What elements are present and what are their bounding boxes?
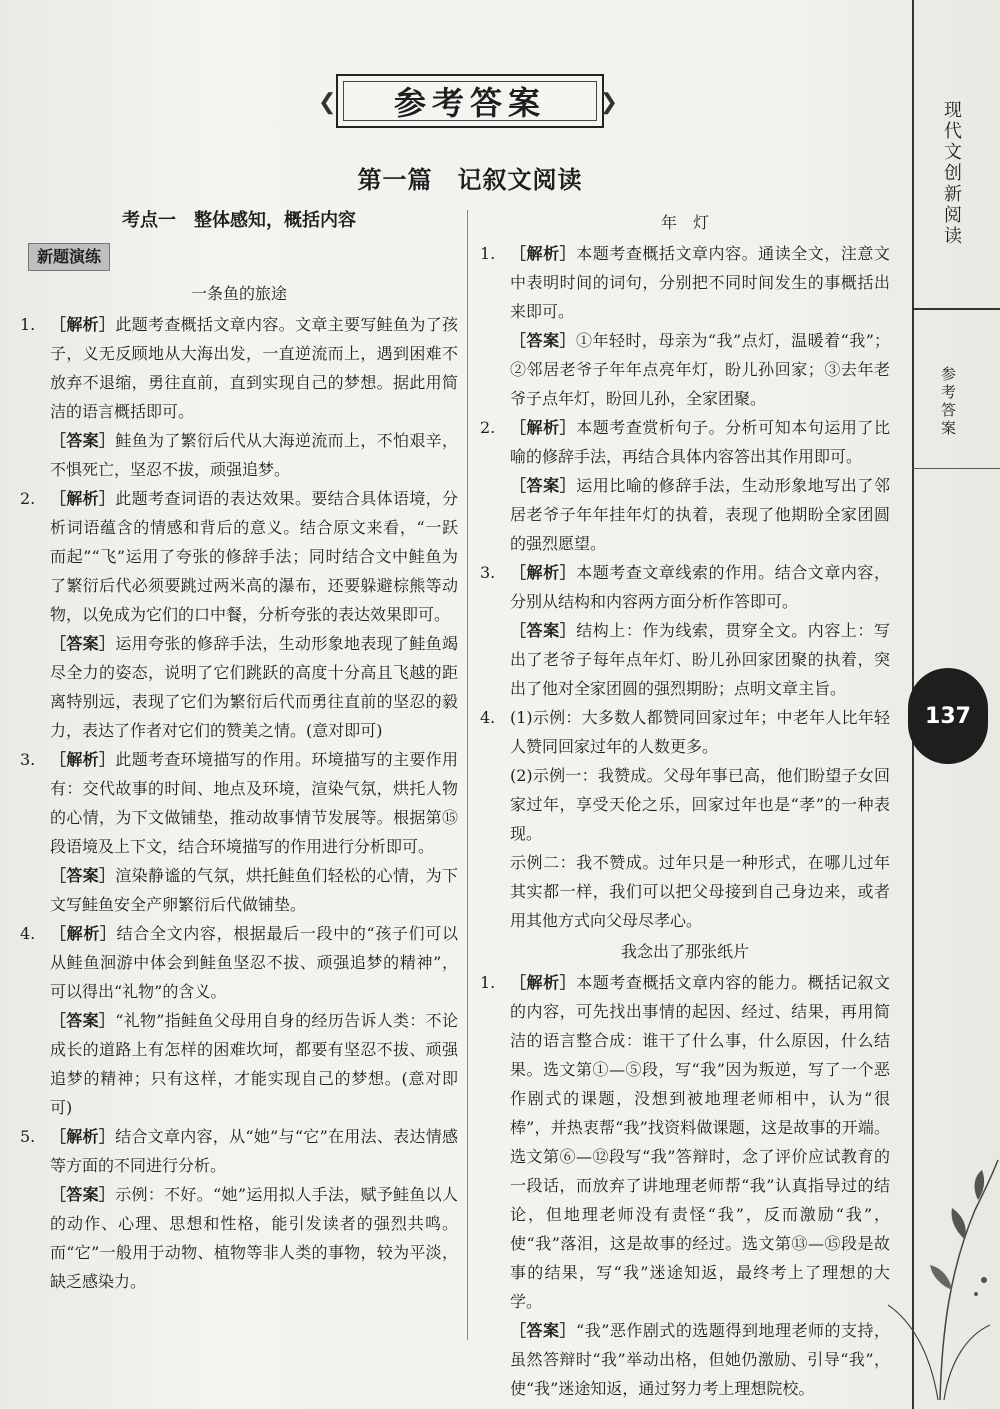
analysis-label: ［解析］ [50, 1127, 116, 1146]
analysis-label: ［解析］ [510, 563, 577, 582]
article-title: 我念出了那张纸片 [620, 942, 749, 961]
question-item [20, 745, 458, 919]
analysis-text: 本题考查概括文章内容。通读全文，注意文中表明时间的词句，分别把不同时间发生的事概括出来即可。 [510, 244, 890, 321]
answer-label: ［答案］ [50, 431, 116, 450]
question-item [480, 239, 890, 413]
article-title: 一条鱼的旅途 [190, 284, 287, 303]
question-item [20, 484, 458, 745]
analysis-label: ［解析］ [510, 418, 577, 437]
answer-label: ［答案］ [50, 866, 116, 885]
page-number-badge [908, 668, 988, 764]
answer-label: ［答案］ [50, 1185, 116, 1204]
left-column [20, 206, 458, 1296]
analysis-label: ［解析］ [50, 750, 116, 769]
answer-text: (1)示例：大多数人都赞同回家过年；中老年人比年轻人赞同回家过年的人数更多。 [510, 708, 890, 756]
analysis-text: 此题考查概括文章内容。文章主要写鲑鱼为了孩子，义无反顾地从大海出发，一直逆流而上，遇到困难不放弃不退缩，勇往直前，直到实现自己的梦想。据此用简洁的语言概括即可。 [50, 315, 458, 421]
analysis-label: ［解析］ [510, 244, 577, 263]
answer-text: (2)示例一：我赞成。父母年事已高，他们盼望子女回家过年，享受天伦之乐，回家过年也是“孝”的一种表现。 [510, 766, 890, 843]
answer-text: “礼物”指鲑鱼父母用自身的经历告诉人类：不论成长的道路上有怎样的困难坎坷，都要有坚忍不拔、顽强追梦的精神；只有这样，才能实现自己的梦想。(意对即可) [50, 1011, 458, 1117]
question-number: 4. [20, 924, 36, 943]
analysis-label: ［解析］ [50, 489, 116, 508]
right-column [480, 206, 890, 1403]
question-item [480, 413, 890, 558]
question-number: 3. [20, 750, 36, 769]
sidebar-divider [912, 468, 1000, 469]
answer-text: 结构上：作为线索，贯穿全文。内容上：写出了老爷子每年点年灯、盼儿孙回家团聚的执着，突出了他对全家团圆的强烈期盼；点明文章主旨。 [510, 621, 890, 698]
answer-text: ①年轻时，母亲为“我”点灯，温暖着“我”；②邻居老爷子年年点亮年灯，盼儿孙回家；③去年老爷子点年灯，盼回儿孙，全家团聚。 [510, 331, 890, 408]
question-number: 1. [480, 973, 496, 992]
answer-text: “我”恶作剧式的选题得到地理老师的支持，虽然答辩时“我”举动出格，但她仍激励、引导“我”，使“我”迷途知返，通过努力考上理想院校。 [510, 1321, 890, 1398]
article-title: 年 灯 [660, 213, 709, 232]
analysis-text: 结合文章内容，从“她”与“它”在用法、表达情感等方面的不同进行分析。 [50, 1127, 458, 1175]
question-item [480, 703, 890, 935]
answer-text: 运用比喻的修辞手法，生动形象地写出了邻居老爷子年年挂年灯的执着，表现了他期盼全家团圆的强烈愿望。 [510, 476, 890, 553]
ornament-left-icon: ❮ [318, 90, 337, 115]
analysis-text: 本题考查文章线索的作用。结合文章内容，分别从结构和内容两方面分析作答即可。 [510, 563, 890, 611]
ornament-right-icon: ❯ [599, 90, 618, 115]
section-label: 参考答案 [939, 366, 957, 438]
question-item [20, 310, 458, 484]
analysis-label: ［解析］ [50, 924, 117, 943]
topic-heading: 考点一 整体感知，概括内容 [122, 210, 356, 231]
question-item [20, 1122, 458, 1296]
section-title: 第一篇 记叙文阅读 [357, 166, 583, 194]
analysis-text: 本题考查概括文章内容的能力。概括记叙文的内容，可先找出事情的起因、经过、结果，再用简洁的语言整合成：谁干了什么事，什么原因，什么结果。选文第①—⑤段，写“我”因为叛逆，写了一个恶作剧式的课题，没想到被地理老师相中，认为“很棒”，并热衷帮“我”找资料做课题，这是故事的开端。选文第⑥—⑫段写“我”答辩时，念了评价应试教育的一段话，而放弃了讲地理老师帮“我”认真指导过的结论，但地理老师没有责怪“我”，反而激励“我”，使“我”落泪，这是故事的经过。选文第⑬—⑮段是故事的结果，写“我”迷途知返，最终考上了理想的大学。 [510, 973, 890, 1311]
practice-tag: 新题演练 [28, 243, 110, 271]
page-title: 参考答案 [393, 84, 546, 122]
question-number: 4. [480, 708, 496, 727]
question-number: 3. [480, 563, 496, 582]
answer-label: ［答案］ [50, 634, 116, 653]
orchid-decoration-icon [880, 1080, 1000, 1400]
answer-text: 渲染静谧的气氛，烘托鲑鱼们轻松的心情，为下文写鲑鱼安全产卵繁衍后代做铺垫。 [50, 866, 458, 914]
question-number: 2. [480, 418, 496, 437]
analysis-label: ［解析］ [50, 315, 116, 334]
answer-label: ［答案］ [50, 1011, 116, 1030]
analysis-text: 结合全文内容，根据最后一段中的“孩子们可以从鲑鱼洄游中体会到鲑鱼坚忍不拔、顽强追梦的精神”，可以得出“礼物”的含义。 [50, 924, 458, 1001]
answer-text: 运用夸张的修辞手法，生动形象地表现了鲑鱼竭尽全力的姿态，说明了它们跳跃的高度十分高且飞越的距离特别远，表现了它们为繁衍后代而勇往直前的坚忍的毅力，表达了作者对它们的赞美之情。(意对即可) [50, 634, 458, 740]
question-item [480, 558, 890, 703]
answer-label: ［答案］ [510, 331, 576, 350]
answer-label: ［答案］ [510, 1321, 577, 1340]
answer-text: 示例二：我不赞成。过年只是一种形式，在哪儿过年其实都一样，我们可以把父母接到自己身边来，或者用其他方式向父母尽孝心。 [510, 853, 890, 930]
question-item [480, 968, 890, 1403]
answer-text: 示例：不好。“她”运用拟人手法，赋予鲑鱼以人的动作、心理、思想和性格，能引发读者的强烈共鸣。而“它”一般用于动物、植物等非人类的事物，较为平淡，缺乏感染力。 [50, 1185, 458, 1291]
analysis-text: 本题考查赏析句子。分析可知本句运用了比喻的修辞手法，再结合具体内容答出其作用即可。 [510, 418, 890, 466]
column-divider [467, 210, 468, 1340]
answer-label: ［答案］ [510, 476, 577, 495]
question-number: 1. [480, 244, 496, 263]
answer-text: 鲑鱼为了繁衍后代从大海逆流而上，不怕艰辛，不惧死亡，坚忍不拔，顽强追梦。 [50, 431, 458, 479]
title-box [336, 74, 604, 128]
sidebar-divider [912, 308, 1000, 310]
question-number: 1. [20, 315, 36, 334]
analysis-text: 此题考查环境描写的作用。环境描写的主要作用有：交代故事的时间、地点及环境，渲染气氛，烘托人物的心情，为下文做铺垫，推动故事情节发展等。根据第⑮段语境及上下文，结合环境描写的作用进行分析即可。 [50, 750, 458, 856]
answer-label: ［答案］ [510, 621, 577, 640]
question-number: 2. [20, 489, 36, 508]
analysis-text: 此题考查词语的表达效果。要结合具体语境，分析词语蕴含的情感和背后的意义。结合原文来看，“一跃而起”“飞”运用了夸张的修辞手法；同时结合文中鲑鱼为了繁衍后代必须要跳过两米高的瀑布，还要躲避棕熊等动物，以免成为它们的口中餐，分析夸张的表达效果即可。 [50, 489, 458, 624]
page-number: 137 [925, 703, 971, 729]
title-banner [318, 70, 618, 130]
analysis-label: ［解析］ [510, 973, 577, 992]
book-title: 现代文创新阅读 [941, 100, 962, 247]
question-number: 5. [20, 1127, 36, 1146]
question-item [20, 919, 458, 1122]
